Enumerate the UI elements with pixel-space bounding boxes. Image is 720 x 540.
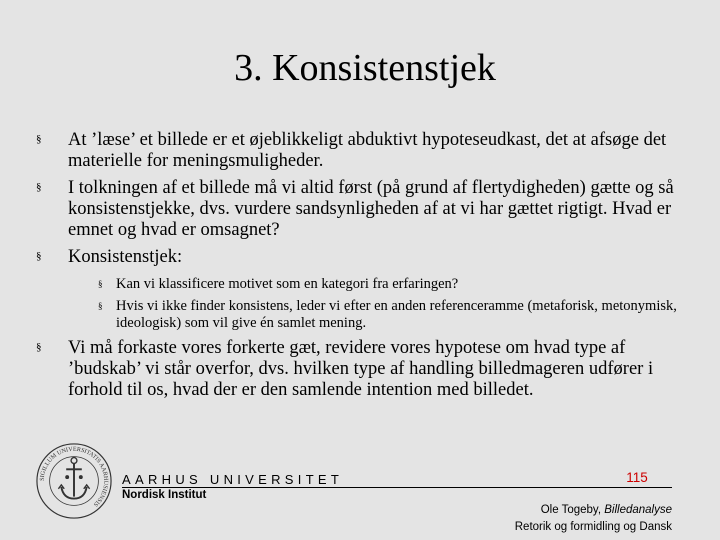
sub-bullet-item xyxy=(98,298,688,332)
bullet-marker-icon: § xyxy=(36,341,42,353)
bullet-item xyxy=(36,130,696,172)
bullet-marker-icon: § xyxy=(36,133,42,145)
sub-bullet-list xyxy=(98,276,688,332)
bullet-text: Konsistenstjek: xyxy=(68,247,183,267)
bullet-marker-icon: § xyxy=(36,181,42,193)
bullet-item xyxy=(36,338,696,401)
seal-lettering: SIGILLUM UNIVERSITATIS AARHUSIENSIS xyxy=(39,446,109,508)
sub-bullet-text: Hvis vi ikke finder konsistens, leder vi efter en anden referenceramme (metaforisk, metonymisk, ideologisk) som vil give én samlet mening. xyxy=(116,298,677,331)
bullet-marker-icon: § xyxy=(36,250,42,262)
sub-bullet-marker-icon: § xyxy=(98,279,103,289)
bullet-text: At ’læse’ et billede er et øjeblikkeligt abduktivt hypoteseudkast, det at afsøge det materielle for meningsmuligheder. xyxy=(68,130,667,171)
slide-title: 3. Konsistenstjek xyxy=(234,47,496,89)
sub-bullet-text: Kan vi klassificere motivet som en kategori fra erfaringen? xyxy=(116,276,459,292)
page-number: 115 xyxy=(626,470,648,485)
sub-bullet-marker-icon: § xyxy=(98,301,103,311)
bullet-text: Vi må forkaste vores forkerte gæt, revidere vores hypotese om hvad type af ’budskab’ vi står overfor, dvs. hvilken type af handling billedmageren udfører i forhold til os, hvad der er den samlende intention med billedet. xyxy=(68,338,654,400)
institute-name: Nordisk Institut xyxy=(122,489,207,501)
work-title: Billedanalyse xyxy=(604,504,672,516)
author-name: Ole Togeby, xyxy=(540,504,602,516)
bullet-text: I tolkningen af et billede må vi altid først (på grund af flertydigheden) gætte og så konsistenstjekke, dvs. vurdere sandsynligheden af at vi har gættet rigtigt. Hvad er emnet og hvad er omsagnet? xyxy=(68,178,674,240)
bullet-list xyxy=(36,130,696,407)
course-name: Retorik og formidling og Dansk xyxy=(514,521,672,533)
author-credit xyxy=(541,504,672,517)
sub-bullet-item xyxy=(98,276,688,293)
university-seal-icon xyxy=(35,442,113,520)
bullet-item xyxy=(36,178,696,241)
bullet-item xyxy=(36,247,696,268)
university-name: AARHUS UNIVERSITET xyxy=(122,472,344,487)
footer-divider xyxy=(122,487,672,488)
